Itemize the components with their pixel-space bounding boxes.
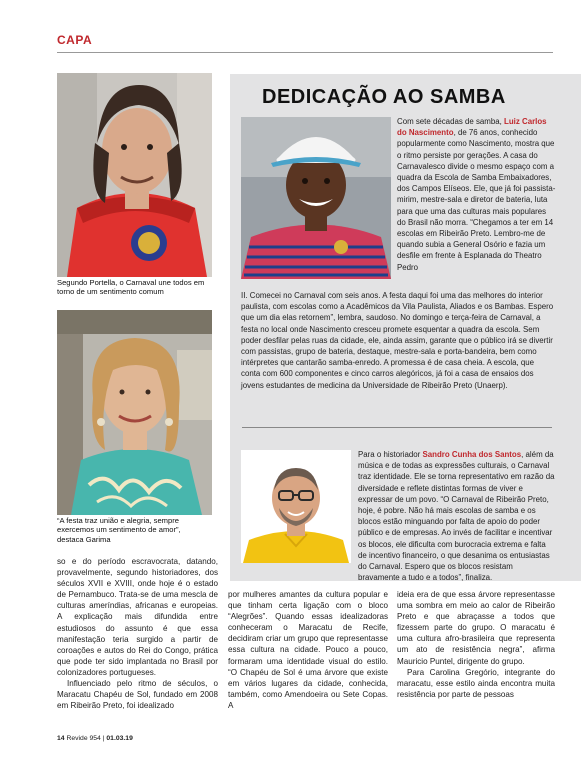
page-number: 14 <box>57 735 65 742</box>
sidebar-text: Com sete décadas de samba, Luiz Carlos do Nascimento, de 76 anos, conhecido popularmente como Nascimento, mostra que o ritmo persiste por gerações. A casa do Carnavalesco divide o mesmo espaço com a quadra da Escola de Samba Embaixadores, dos Campos Elíseos. Ele, que já foi passista-mirim, mestre-sala e diretor de bateria, luta para que uma das culturas mais populares do Brasil não morra. “Chegamos a ter em 14 escolas em Ribeirão Preto. Lembro-me de quando subia a General Osório e fazia um desfile em frente à Esplanada do Theatro Pedro <box>397 117 556 272</box>
person-name: Luiz Carlos do Nascimento <box>397 117 547 138</box>
magazine-name: Revide 954 <box>66 735 101 742</box>
paragraph: por mulheres amantes da cultura popular e que tinham certa ligação com o bloco “Alegrões”. Quando essas idealizadoras conheceram o Maracatu de Recife, decidiram criar um grupo que representasse essa cultura na cidade. Pouco a pouco, formaram uma identidade visual do estilo. “O Chapéu de Sol é uma árvore que existe em vários lugares da cidade, conhecida, também, como Amendoeira ou Sete Copas. A <box>228 590 388 710</box>
photo-caption: Segundo Portella, o Carnaval une todos em torno de um sentimento comum <box>57 278 205 297</box>
person-name: Sandro Cunha dos Santos <box>422 450 522 459</box>
photo-portella <box>57 73 212 277</box>
article-column-3 <box>397 589 555 700</box>
photo-nascimento <box>241 117 391 279</box>
article-column-2 <box>228 589 388 711</box>
article-column-1 <box>57 556 218 711</box>
sidebar-title: DEDICAÇÃO AO SAMBA <box>262 86 506 108</box>
sidebar-text: II. Comecei no Carnaval com seis anos. A festa daqui foi uma das melhores do interior paulista, com escolas como a Acadêmicos da Vila Paulista, Aliados e os Bambas. Espero que um dia elas retornem”, lembra, saudoso. No domingo e terça-feira de Carnaval, a festa no local onde Nascimento cresceu promete esquentar a quadra da escola. Sem poder desfilar pelas ruas da cidade, ele, ainda assim, garante que o público irá se divertir com passistas, grupo de bateria, destaque, mestre-sala e porta-bandeira, bem como intérpretes que cantarão samba-enredo. A promessa é de casa cheia. A escola, que conta com 600 componentes e cinco carros alegóricos, já foi a casa de ensaios dos jovens estudantes de medicina da Universidade de Ribeirão Preto (Unaerp). <box>241 291 554 390</box>
paragraph: ideia era de que essa árvore representasse uma sombra em meio ao calor de Ribeirão Preto e que abraçasse a todos que fizessem parte do grupo. O maracatu é uma cultura afro-brasileira que representa um ato de resistência negra”, afirma Mauricio Puntel, dirigente do grupo. <box>397 590 555 666</box>
top-rule <box>57 52 553 53</box>
photo-sandro <box>241 450 351 563</box>
issue-date: 01.03.19 <box>106 735 133 742</box>
paragraph: so e do período escravocrata, datando, provavelmente, segundo historiadores, dos séculos XVII e XVIII, onde hoje é o estado de Pernambuco. Trata-se de uma mescla de culturas ameríndias, africanas e europeias. A explicação mais difundida entre estudiosos do assunto é que essa manifestação teria surgido a partir de coroações e autos do Rei do Congo, prática que pode ter sido implantada no Brasil por colonizadores portugueses. <box>57 557 218 677</box>
sidebar-divider <box>242 427 552 428</box>
paragraph: Para Carolina Gregório, integrante do maracatu, esse estilo ainda encontra muita resistência por parte de pessoas <box>397 667 555 699</box>
footer-separator: | <box>102 735 105 742</box>
photo-caption: “A festa traz união e alegria, sempre exercemos um sentimento de amor”, destaca Garima <box>57 516 181 544</box>
sidebar-text: Para o historiador Sandro Cunha dos Santos, além da música e de todas as expressões culturais, o Carnaval traz identidade. Ele se torna representativo em razão da diversidade e reflete distintas formas de viver e expressar de um povo. “O Carnaval de Ribeirão Preto, hoje, é pobre. Não há mais escolas de samba e os blocos estão minguando por falta de apoio do poder público e de empresas. Ao invés de facilitar e incentivar os blocos, ele dificulta com burocracia extrema e falta de incentivo financeiro, o que desanima os entusiastas do Carnaval. Espero que os blocos resistam bravamente a tudo e a todos”, finaliza. <box>358 450 555 583</box>
paragraph: Influenciado pelo ritmo de séculos, o Maracatu Chapéu de Sol, fundado em 2008 em Ribeirão Preto, foi idealizado <box>57 679 218 711</box>
page-footer <box>57 735 133 742</box>
photo-garima <box>57 310 212 515</box>
section-label: CAPA <box>57 33 93 47</box>
